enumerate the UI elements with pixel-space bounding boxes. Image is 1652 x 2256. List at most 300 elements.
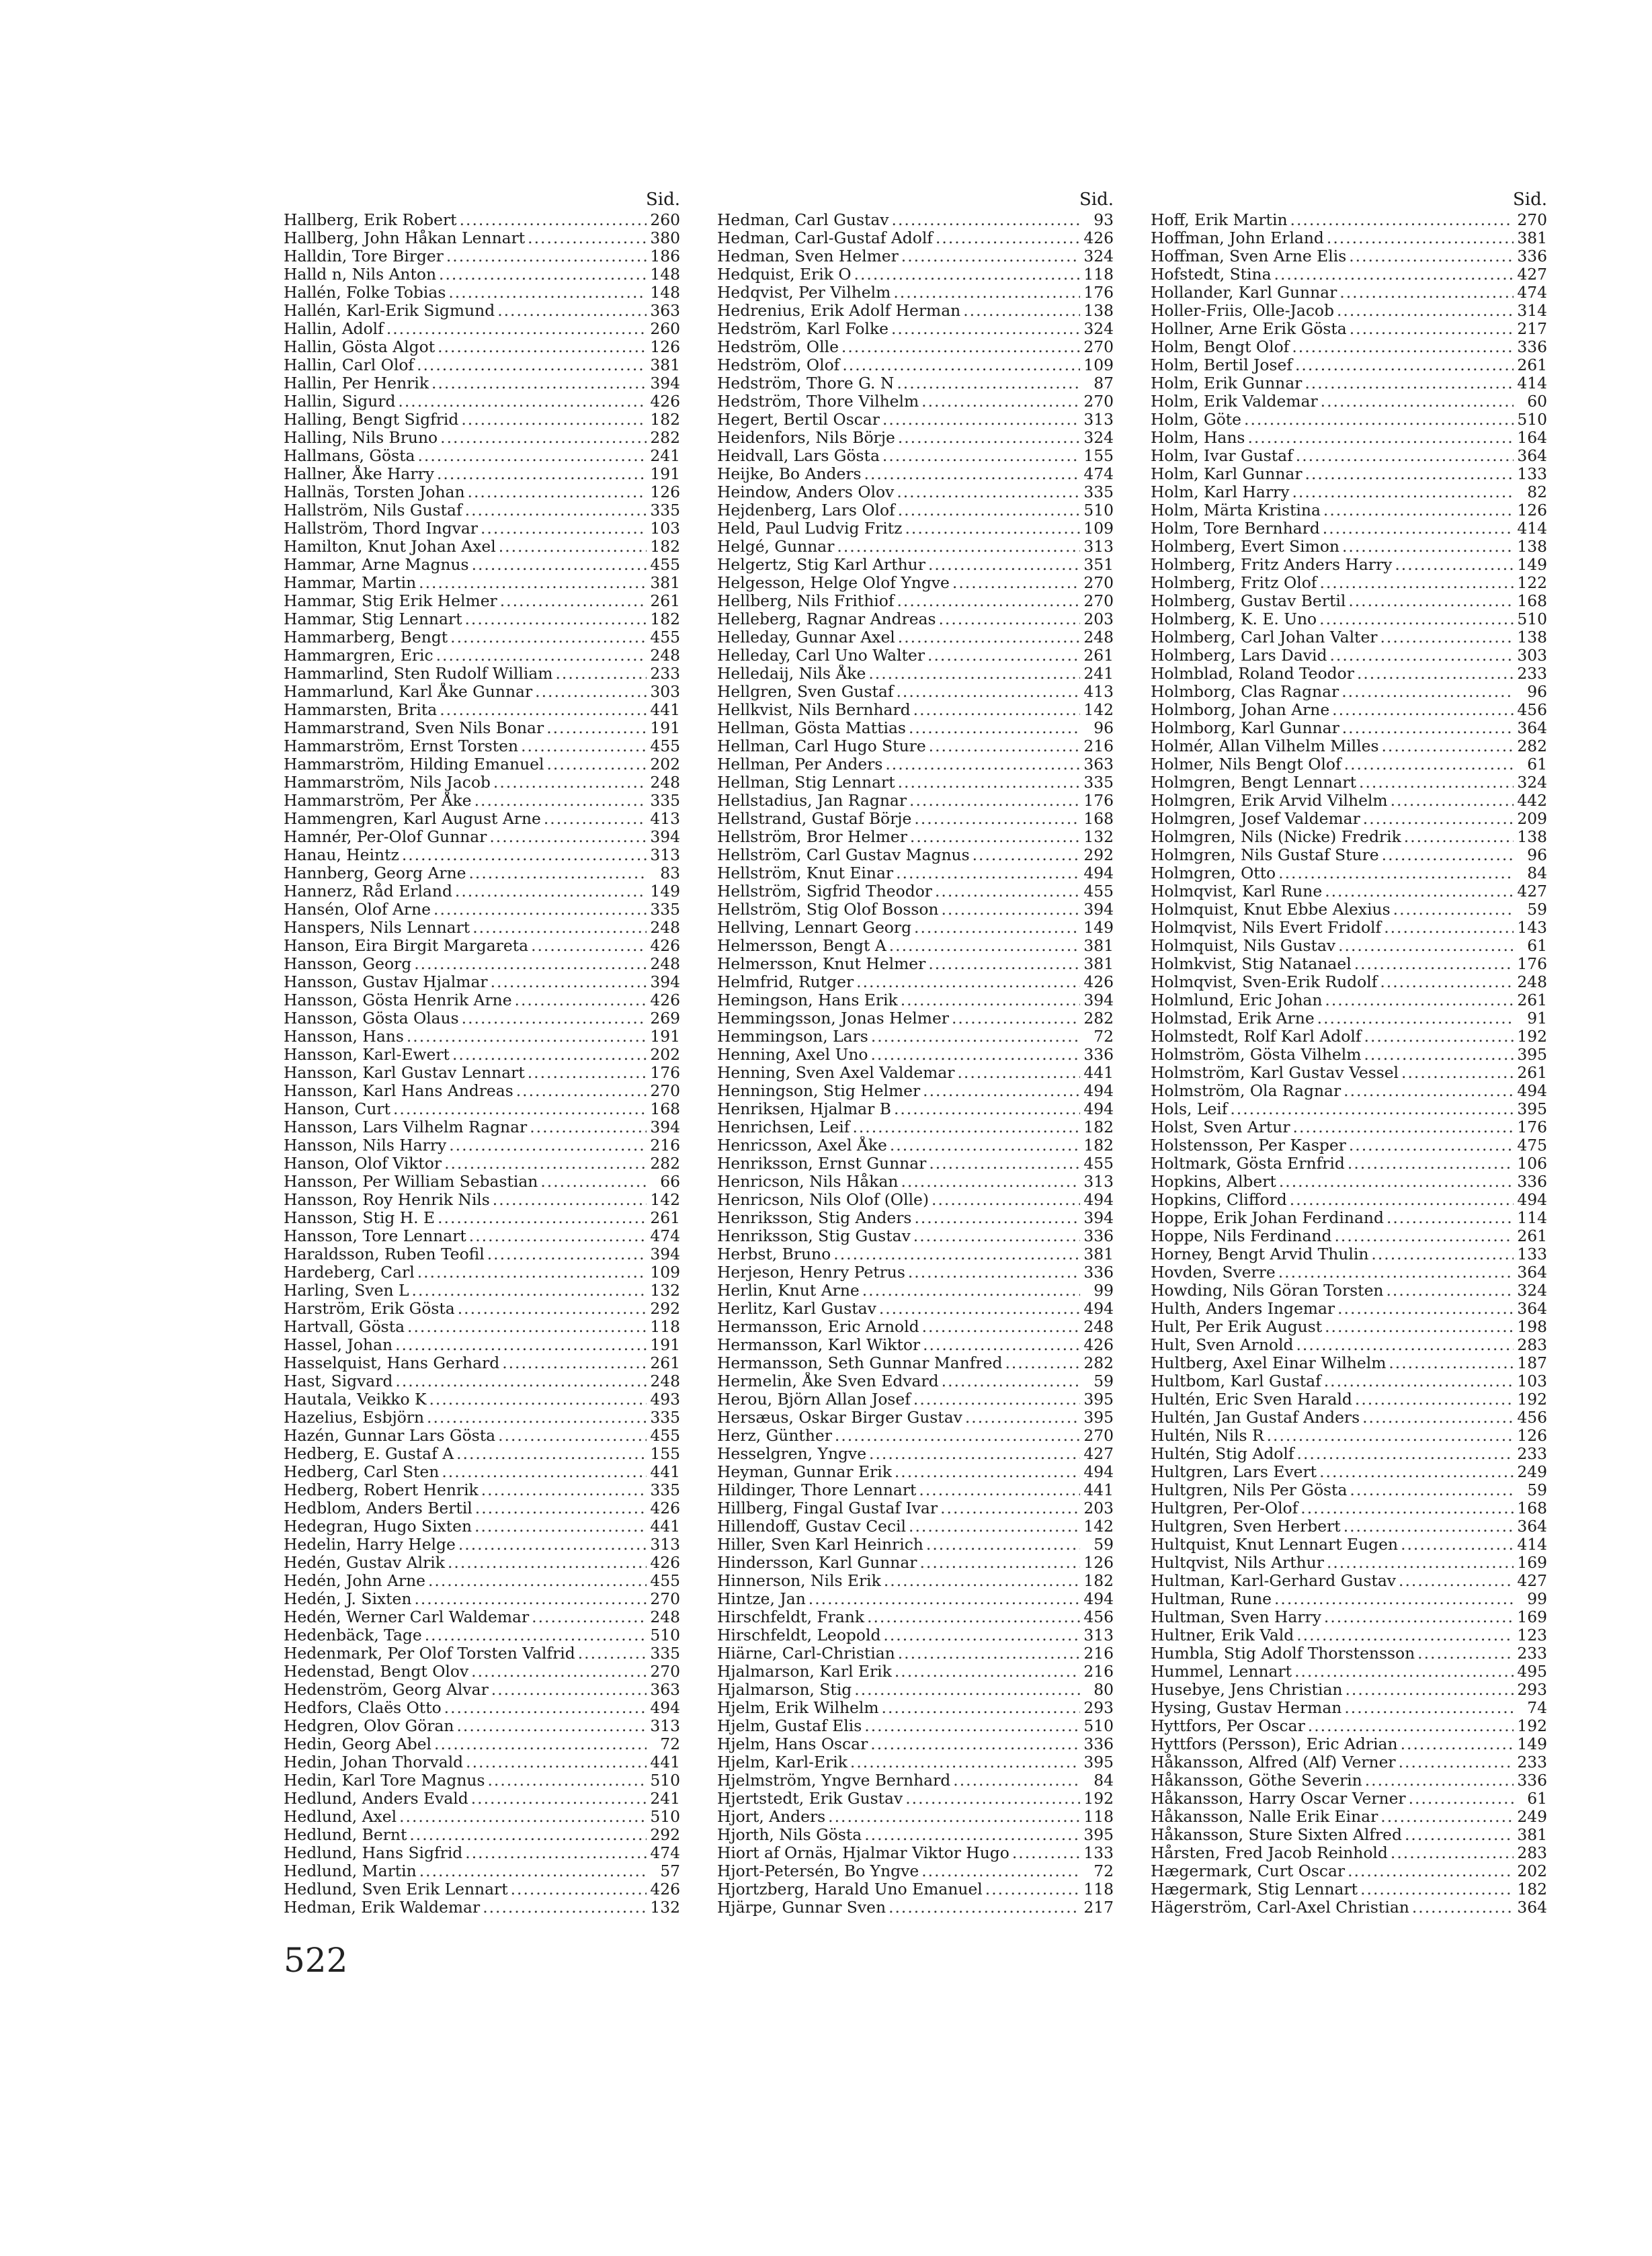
entry-name: Hamilton, Knut Johan Axel bbox=[284, 538, 496, 556]
entry-page-number: 57 bbox=[660, 1862, 680, 1880]
index-entry bbox=[284, 392, 680, 411]
dot-leader bbox=[460, 211, 647, 229]
entry-page-number: 96 bbox=[1093, 719, 1114, 737]
entry-name: Halling, Nils Bruno bbox=[284, 429, 438, 447]
dot-leader bbox=[1294, 1663, 1514, 1681]
entry-name: Hammargren, Eric bbox=[284, 646, 433, 665]
entry-name: Hanson, Olof Viktor bbox=[284, 1155, 442, 1173]
dot-leader bbox=[1337, 1300, 1514, 1318]
entry-name: Hedin, Karl Tore Magnus bbox=[284, 1771, 485, 1790]
index-entry bbox=[284, 1136, 680, 1155]
entry-name: Holm, Bertil Josef bbox=[1151, 356, 1292, 374]
entry-page-number: 363 bbox=[1083, 755, 1114, 774]
entry-page-number: 233 bbox=[1517, 665, 1547, 683]
dot-leader bbox=[1337, 302, 1514, 320]
entry-page-number: 109 bbox=[1083, 519, 1114, 538]
index-entry bbox=[717, 774, 1114, 792]
entry-page-number: 336 bbox=[1517, 338, 1547, 356]
index-entry bbox=[284, 737, 680, 755]
dot-leader bbox=[498, 1427, 647, 1445]
index-entry bbox=[284, 628, 680, 646]
entry-name: Hintze, Jan bbox=[717, 1590, 806, 1608]
dot-leader bbox=[1399, 1753, 1514, 1771]
entry-name: Holmer, Nils Bengt Olof bbox=[1151, 755, 1341, 774]
index-entry-list bbox=[717, 211, 1114, 1917]
index-entry bbox=[1151, 229, 1547, 247]
dot-leader bbox=[497, 302, 647, 320]
index-entry bbox=[1151, 828, 1547, 846]
dot-leader bbox=[942, 901, 1081, 919]
entry-name: Holm, Märta Kristina bbox=[1151, 501, 1321, 519]
index-entry bbox=[1151, 1590, 1547, 1608]
entry-name: Holmquist, Nils Gustav bbox=[1151, 937, 1336, 955]
entry-name: Henning, Axel Uno bbox=[717, 1046, 868, 1064]
dot-leader bbox=[1295, 356, 1514, 374]
entry-page-number: 313 bbox=[650, 1717, 680, 1735]
entry-name: Hellman, Gösta Mattias bbox=[717, 719, 906, 737]
entry-name: Harström, Erik Gösta bbox=[284, 1300, 455, 1318]
entry-name: Hellström, Bror Helmer bbox=[717, 828, 907, 846]
index-entry bbox=[717, 1880, 1114, 1898]
index-entry bbox=[717, 1354, 1114, 1372]
index-entry bbox=[284, 719, 680, 737]
entry-name: Hellstadius, Jan Ragnar bbox=[717, 792, 907, 810]
dot-leader bbox=[1327, 229, 1514, 247]
dot-leader bbox=[1345, 1681, 1514, 1699]
index-entry bbox=[717, 1046, 1114, 1064]
dot-leader bbox=[465, 501, 647, 519]
entry-name: Hedenstad, Bengt Olov bbox=[284, 1663, 469, 1681]
index-column-2 bbox=[717, 191, 1114, 1917]
dot-leader bbox=[472, 556, 647, 574]
entry-name: Holmberg, Carl Johan Valter bbox=[1151, 628, 1378, 646]
dot-leader bbox=[1292, 338, 1514, 356]
dot-leader bbox=[395, 1336, 647, 1354]
entry-page-number: 248 bbox=[650, 955, 680, 973]
entry-name: Hallström, Nils Gustaf bbox=[284, 501, 462, 519]
dot-leader bbox=[1012, 1844, 1080, 1862]
index-entry bbox=[1151, 1300, 1547, 1318]
entry-name: Hägerström, Carl-Axel Christian bbox=[1151, 1898, 1409, 1917]
entry-page-number: 395 bbox=[1083, 1409, 1114, 1427]
entry-page-number: 248 bbox=[650, 919, 680, 937]
entry-name: Hedman, Carl-Gustaf Adolf bbox=[717, 229, 933, 247]
entry-name: Holmborg, Clas Ragnar bbox=[1151, 683, 1339, 701]
dot-leader bbox=[493, 1191, 647, 1209]
entry-page-number: 292 bbox=[650, 1300, 680, 1318]
dot-leader bbox=[1319, 610, 1514, 628]
index-entry bbox=[1151, 1517, 1547, 1536]
entry-page-number: 72 bbox=[1093, 1028, 1114, 1046]
index-entry bbox=[717, 1427, 1114, 1445]
index-entry bbox=[717, 665, 1114, 683]
entry-page-number: 233 bbox=[650, 665, 680, 683]
entry-name: Hedström, Olle bbox=[717, 338, 839, 356]
index-entry bbox=[717, 1300, 1114, 1318]
entry-name: Hult, Per Erik August bbox=[1151, 1318, 1323, 1336]
index-entry bbox=[1151, 1463, 1547, 1481]
index-entry bbox=[284, 1644, 680, 1663]
index-entry bbox=[284, 1790, 680, 1808]
index-entry bbox=[1151, 1263, 1547, 1282]
entry-name: Hovden, Sverre bbox=[1151, 1263, 1276, 1282]
entry-name: Hirschfeldt, Frank bbox=[717, 1608, 865, 1626]
entry-page-number: 455 bbox=[1083, 882, 1114, 901]
entry-name: Hiller, Sven Karl Heinrich bbox=[717, 1536, 923, 1554]
index-entry bbox=[284, 229, 680, 247]
entry-name: Hallnäs, Torsten Johan bbox=[284, 483, 465, 501]
entry-page-number: 426 bbox=[650, 1880, 680, 1898]
dot-leader bbox=[1387, 1209, 1514, 1227]
dot-leader bbox=[926, 1536, 1080, 1554]
dot-leader bbox=[895, 1663, 1080, 1681]
index-entry bbox=[284, 538, 680, 556]
dot-leader bbox=[1387, 1282, 1514, 1300]
entry-name: Håkansson, Nalle Erik Einar bbox=[1151, 1808, 1378, 1826]
index-entry bbox=[717, 1681, 1114, 1699]
index-entry bbox=[1151, 846, 1547, 864]
entry-page-number: 168 bbox=[650, 1100, 680, 1118]
dot-leader bbox=[898, 501, 1080, 519]
entry-name: Holmborg, Karl Gunnar bbox=[1151, 719, 1339, 737]
entry-page-number: 510 bbox=[650, 1808, 680, 1826]
entry-page-number: 187 bbox=[1517, 1354, 1547, 1372]
entry-name: Henriksen, Hjalmar B bbox=[717, 1100, 891, 1118]
index-entry bbox=[1151, 919, 1547, 937]
entry-page-number: 474 bbox=[650, 1227, 680, 1245]
entry-page-number: 217 bbox=[1517, 320, 1547, 338]
index-entry bbox=[1151, 1663, 1547, 1681]
dot-leader bbox=[942, 1372, 1080, 1390]
dot-leader bbox=[449, 1136, 647, 1155]
entry-page-number: 169 bbox=[1517, 1608, 1547, 1626]
index-entry bbox=[1151, 1572, 1547, 1590]
dot-leader bbox=[1348, 1862, 1514, 1880]
dot-leader bbox=[809, 1590, 1080, 1608]
index-entry bbox=[1151, 1717, 1547, 1735]
index-entry bbox=[717, 1808, 1114, 1826]
dot-leader bbox=[402, 846, 647, 864]
index-entry bbox=[1151, 1554, 1547, 1572]
entry-name: Hultén, Nils R bbox=[1151, 1427, 1264, 1445]
dot-leader bbox=[1319, 574, 1514, 592]
entry-page-number: 495 bbox=[1517, 1663, 1547, 1681]
entry-page-number: 494 bbox=[1083, 864, 1114, 882]
entry-page-number: 149 bbox=[1517, 1735, 1547, 1753]
entry-page-number: 261 bbox=[1517, 991, 1547, 1009]
entry-name: Heyman, Gunnar Erik bbox=[717, 1463, 892, 1481]
entry-name: Halldin, Tore Birger bbox=[284, 247, 444, 265]
entry-name: Hansson, Karl Hans Andreas bbox=[284, 1082, 513, 1100]
entry-name: Hellkvist, Nils Bernhard bbox=[717, 701, 911, 719]
entry-page-number: 133 bbox=[1517, 1245, 1547, 1263]
entry-name: Hultgren, Per-Olof bbox=[1151, 1499, 1298, 1517]
entry-name: Holm, Erik Valdemar bbox=[1151, 392, 1318, 411]
entry-page-number: 381 bbox=[1517, 229, 1547, 247]
entry-name: Hultberg, Axel Einar Wilhelm bbox=[1151, 1354, 1387, 1372]
entry-page-number: 261 bbox=[650, 1209, 680, 1227]
dot-leader bbox=[516, 1082, 647, 1100]
entry-name: Hedelin, Harry Helge bbox=[284, 1536, 456, 1554]
entry-name: Hallin, Sigurd bbox=[284, 392, 396, 411]
entry-name: Håkansson, Sture Sixten Alfred bbox=[1151, 1826, 1402, 1844]
entry-page-number: 249 bbox=[1517, 1808, 1547, 1826]
index-entry bbox=[284, 1155, 680, 1173]
index-entry bbox=[717, 556, 1114, 574]
dot-leader bbox=[913, 1227, 1080, 1245]
dot-leader bbox=[891, 320, 1080, 338]
entry-page-number: 176 bbox=[1083, 284, 1114, 302]
entry-page-number: 381 bbox=[1083, 955, 1114, 973]
index-entry bbox=[717, 864, 1114, 882]
entry-page-number: 270 bbox=[1083, 574, 1114, 592]
index-entry bbox=[1151, 465, 1547, 483]
index-entry bbox=[1151, 302, 1547, 320]
index-entry bbox=[717, 1626, 1114, 1644]
index-entry bbox=[717, 919, 1114, 937]
entry-page-number: 182 bbox=[1083, 1572, 1114, 1590]
entry-name: Hallberg, John Håkan Lennart bbox=[284, 229, 526, 247]
entry-page-number: 364 bbox=[1517, 1263, 1547, 1282]
index-entry bbox=[1151, 1644, 1547, 1663]
entry-page-number: 303 bbox=[1517, 646, 1547, 665]
entry-page-number: 261 bbox=[650, 592, 680, 610]
entry-name: Hermelin, Åke Sven Edvard bbox=[717, 1372, 939, 1390]
dot-leader bbox=[1319, 1463, 1514, 1481]
index-entry bbox=[1151, 882, 1547, 901]
dot-leader bbox=[905, 519, 1080, 538]
entry-page-number: 510 bbox=[650, 1771, 680, 1790]
dot-leader bbox=[431, 374, 647, 392]
entry-name: Hedberg, Robert Henrik bbox=[284, 1481, 479, 1499]
dot-leader bbox=[535, 683, 647, 701]
entry-name: Hultqvist, Nils Arthur bbox=[1151, 1554, 1324, 1572]
entry-page-number: 335 bbox=[650, 501, 680, 519]
index-entry bbox=[717, 683, 1114, 701]
index-entry bbox=[1151, 901, 1547, 919]
index-entry bbox=[717, 1862, 1114, 1880]
dot-leader bbox=[1230, 1100, 1514, 1118]
dot-leader bbox=[455, 882, 647, 901]
dot-leader bbox=[864, 465, 1080, 483]
entry-page-number: 364 bbox=[1517, 1300, 1547, 1318]
entry-name: Hammarström, Hilding Emanuel bbox=[284, 755, 544, 774]
index-entry bbox=[717, 1282, 1114, 1300]
dot-leader bbox=[936, 229, 1080, 247]
index-entry bbox=[284, 864, 680, 882]
entry-page-number: 176 bbox=[1517, 955, 1547, 973]
dot-leader bbox=[913, 701, 1080, 719]
dot-leader bbox=[896, 864, 1080, 882]
dot-leader bbox=[854, 265, 1080, 284]
entry-page-number: 74 bbox=[1527, 1699, 1547, 1717]
dot-leader bbox=[856, 973, 1080, 991]
index-entry bbox=[1151, 1826, 1547, 1844]
entry-name: Hammar, Stig Lennart bbox=[284, 610, 462, 628]
entry-page-number: 182 bbox=[650, 538, 680, 556]
index-entry bbox=[717, 1790, 1114, 1808]
entry-name: Holtmark, Gösta Ernfrid bbox=[1151, 1155, 1345, 1173]
entry-name: Hansson, Gösta Henrik Arne bbox=[284, 991, 512, 1009]
entry-name: Hedgren, Olov Göran bbox=[284, 1717, 454, 1735]
dot-leader bbox=[1332, 701, 1514, 719]
entry-name: Hammengren, Karl August Arne bbox=[284, 810, 541, 828]
entry-name: Hedlund, Martin bbox=[284, 1862, 417, 1880]
entry-page-number: 192 bbox=[1517, 1717, 1547, 1735]
entry-page-number: 380 bbox=[650, 229, 680, 247]
dot-leader bbox=[1334, 1227, 1514, 1245]
page-number: 522 bbox=[284, 1941, 348, 1980]
entry-page-number: 335 bbox=[1083, 774, 1114, 792]
index-entry bbox=[284, 1717, 680, 1735]
index-entry bbox=[284, 1808, 680, 1826]
index-entry bbox=[284, 1354, 680, 1372]
dot-leader bbox=[1349, 1136, 1514, 1155]
dot-leader bbox=[1417, 1644, 1514, 1663]
dot-leader bbox=[448, 284, 647, 302]
entry-page-number: 149 bbox=[1083, 919, 1114, 937]
index-entry bbox=[717, 538, 1114, 556]
entry-name: Helmfrid, Rutger bbox=[717, 973, 854, 991]
entry-name: Hansson, Tore Lennart bbox=[284, 1227, 466, 1245]
entry-name: Hult, Sven Arnold bbox=[1151, 1336, 1294, 1354]
entry-name: Hjorth, Nils Gösta bbox=[717, 1826, 862, 1844]
index-entry bbox=[284, 810, 680, 828]
index-entry bbox=[284, 1499, 680, 1517]
dot-leader bbox=[1391, 792, 1514, 810]
index-entry bbox=[717, 519, 1114, 538]
entry-name: Hoppe, Nils Ferdinand bbox=[1151, 1227, 1332, 1245]
entry-name: Hellstrand, Gustaf Börje bbox=[717, 810, 912, 828]
index-entry bbox=[1151, 1354, 1547, 1372]
entry-page-number: 426 bbox=[650, 937, 680, 955]
index-entry bbox=[1151, 1336, 1547, 1354]
index-entry bbox=[1151, 1372, 1547, 1390]
index-entry bbox=[1151, 483, 1547, 501]
entry-page-number: 261 bbox=[1083, 646, 1114, 665]
entry-name: Hansson, Per William Sebastian bbox=[284, 1173, 538, 1191]
dot-leader bbox=[461, 411, 647, 429]
dot-leader bbox=[1357, 665, 1514, 683]
entry-page-number: 494 bbox=[1083, 1100, 1114, 1118]
entry-name: Hellman, Carl Hugo Sture bbox=[717, 737, 926, 755]
entry-name: Hultman, Karl-Gerhard Gustav bbox=[1151, 1572, 1397, 1590]
entry-name: Hansson, Stig H. E bbox=[284, 1209, 436, 1227]
index-entry bbox=[284, 338, 680, 356]
dot-leader bbox=[914, 810, 1080, 828]
entry-page-number: 351 bbox=[1083, 556, 1114, 574]
entry-name: Holmgren, Nils Gustaf Sture bbox=[1151, 846, 1379, 864]
entry-page-number: 510 bbox=[1083, 501, 1114, 519]
dot-leader bbox=[491, 1681, 647, 1699]
entry-name: Hiort af Ornäs, Hjalmar Viktor Hugo bbox=[717, 1844, 1009, 1862]
entry-page-number: 335 bbox=[650, 1481, 680, 1499]
entry-page-number: 216 bbox=[650, 1136, 680, 1155]
entry-page-number: 87 bbox=[1093, 374, 1114, 392]
entry-name: Halld n, Nils Anton bbox=[284, 265, 437, 284]
entry-page-number: 414 bbox=[1517, 1536, 1547, 1554]
entry-page-number: 233 bbox=[1517, 1644, 1547, 1663]
dot-leader bbox=[1290, 1191, 1514, 1209]
entry-page-number: 155 bbox=[650, 1445, 680, 1463]
index-entry bbox=[1151, 1100, 1547, 1118]
dot-leader bbox=[419, 1862, 647, 1880]
index-entry bbox=[717, 1263, 1114, 1282]
entry-name: Hanson, Curt bbox=[284, 1100, 390, 1118]
index-entry bbox=[717, 1082, 1114, 1100]
dot-leader bbox=[555, 665, 647, 683]
entry-name: Hultner, Erik Vald bbox=[1151, 1626, 1294, 1644]
entry-page-number: 126 bbox=[650, 338, 680, 356]
entry-page-number: 142 bbox=[650, 1191, 680, 1209]
dot-leader bbox=[869, 1445, 1080, 1463]
entry-name: Hjort-Petersén, Bo Yngve bbox=[717, 1862, 919, 1880]
entry-name: Hanspers, Nils Lennart bbox=[284, 919, 470, 937]
dot-leader bbox=[882, 447, 1080, 465]
dot-leader bbox=[940, 1499, 1080, 1517]
entry-name: Hårsten, Fred Jacob Reinhold bbox=[1151, 1844, 1388, 1862]
index-entry bbox=[284, 1663, 680, 1681]
dot-leader bbox=[433, 901, 647, 919]
dot-leader bbox=[898, 774, 1080, 792]
index-entry bbox=[284, 610, 680, 628]
entry-page-number: 282 bbox=[1517, 737, 1547, 755]
dot-leader bbox=[428, 1572, 647, 1590]
entry-name: Holm, Karl Gunnar bbox=[1151, 465, 1303, 483]
entry-page-number: 168 bbox=[1517, 592, 1547, 610]
index-entry bbox=[284, 556, 680, 574]
entry-page-number: 270 bbox=[1083, 392, 1114, 411]
entry-name: Hemmingsson, Jonas Helmer bbox=[717, 1009, 949, 1028]
index-entry bbox=[717, 356, 1114, 374]
entry-page-number: 474 bbox=[1083, 465, 1114, 483]
entry-page-number: 176 bbox=[1083, 792, 1114, 810]
entry-page-number: 426 bbox=[650, 392, 680, 411]
index-entry bbox=[717, 592, 1114, 610]
entry-name: Hedquist, Erik O bbox=[717, 265, 852, 284]
entry-name: Hopkins, Albert bbox=[1151, 1173, 1276, 1191]
entry-name: Hallin, Gösta Algot bbox=[284, 338, 436, 356]
index-entry bbox=[284, 1826, 680, 1844]
dot-leader bbox=[444, 1699, 647, 1717]
entry-page-number: 292 bbox=[650, 1826, 680, 1844]
entry-page-number: 59 bbox=[1527, 901, 1547, 919]
entry-name: Henricson, Nils Olof (Olle) bbox=[717, 1191, 930, 1209]
dot-leader bbox=[1399, 1572, 1514, 1590]
index-entry bbox=[284, 1844, 680, 1862]
dot-leader bbox=[835, 1427, 1080, 1445]
index-entry bbox=[1151, 1318, 1547, 1336]
index-entry bbox=[717, 719, 1114, 737]
entry-name: Hoffman, Sven Arne Elis bbox=[1151, 247, 1347, 265]
index-entry bbox=[284, 646, 680, 665]
dot-leader bbox=[469, 864, 647, 882]
entry-page-number: 270 bbox=[650, 1663, 680, 1681]
entry-page-number: 335 bbox=[650, 1409, 680, 1427]
index-entry bbox=[717, 1336, 1114, 1354]
index-entry bbox=[1151, 1862, 1547, 1880]
entry-page-number: 293 bbox=[1083, 1699, 1114, 1717]
dot-leader bbox=[1364, 1046, 1514, 1064]
dot-leader bbox=[1278, 1263, 1514, 1282]
dot-leader bbox=[414, 955, 647, 973]
entry-page-number: 82 bbox=[1527, 483, 1547, 501]
index-entry bbox=[1151, 610, 1547, 628]
entry-page-number: 186 bbox=[650, 247, 680, 265]
dot-leader bbox=[434, 1735, 647, 1753]
entry-page-number: 103 bbox=[650, 519, 680, 538]
entry-page-number: 336 bbox=[1083, 1735, 1114, 1753]
